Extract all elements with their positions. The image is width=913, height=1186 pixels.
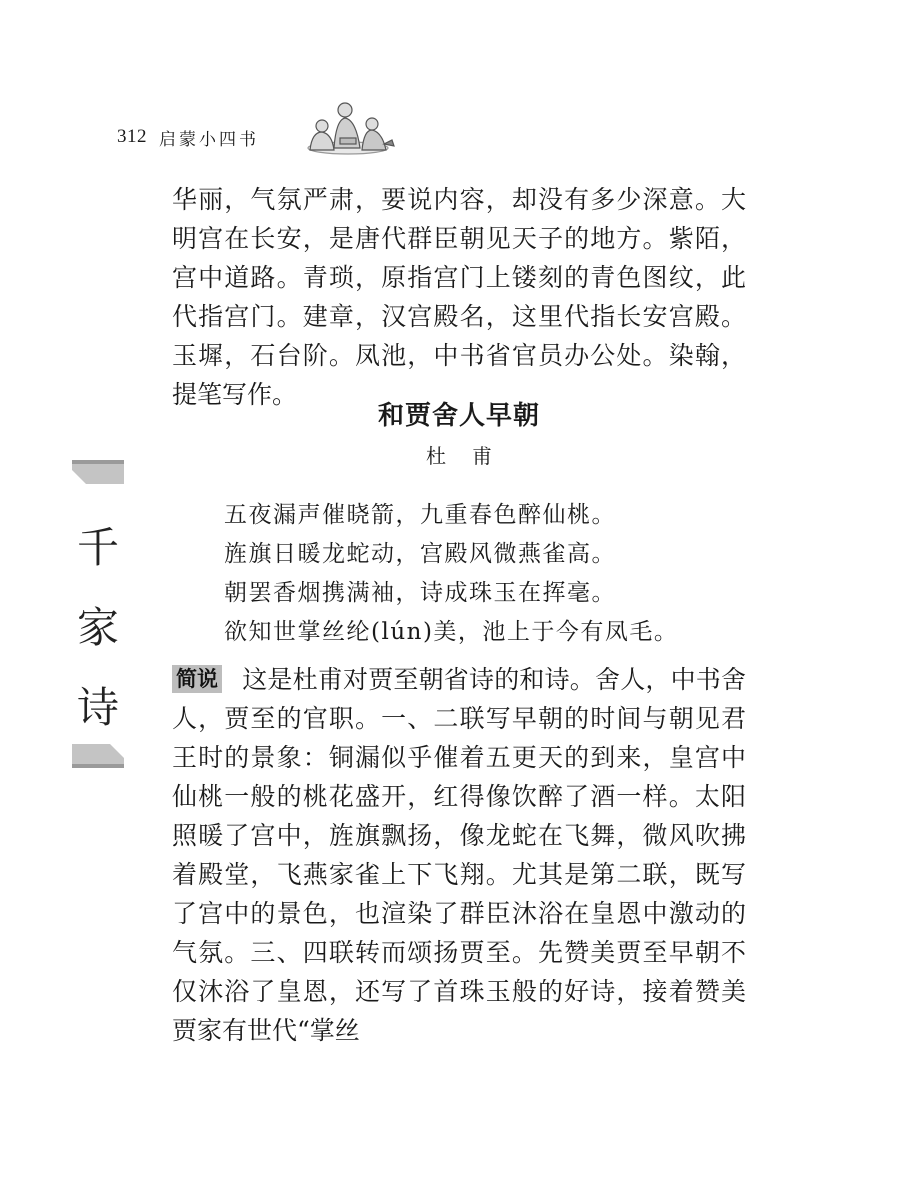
poem-title: 和贾舍人早朝 bbox=[377, 401, 540, 431]
side-tab-char: 千 bbox=[76, 523, 119, 572]
running-header bbox=[117, 122, 259, 152]
commentary-paragraph bbox=[172, 660, 746, 1050]
scholars-illustration-icon bbox=[300, 98, 396, 156]
commentary-text: 这是杜甫对贾至朝省诗的和诗。舍人，中书舍人，贾至的官职。一、二联写早朝的时间与朝见君王时的景象：铜漏似乎催着五更天的到来，皇宫中仙桃一般的桃花盛开，红得像饮醉了酒一样。太阳照暖了宫中，旌旗飘扬，像龙蛇在飞舞，微风吹拂着殿堂，飞燕家雀上下飞翔。尤其是第二联，既写了宫中的景色，也渲染了群臣沐浴在皇恩中激动的气氛。三、四联转而颂扬贾至。先赞美贾至早朝不仅沐浴了皇恩，还写了首珠玉般的好诗，接着赞美贾家有世代“掌丝 bbox=[172, 665, 746, 1045]
poem-line: 五夜漏声催晓箭，九重春色醉仙桃。 bbox=[224, 502, 616, 528]
section-side-tab bbox=[72, 460, 124, 770]
commentary-label: 简说 bbox=[172, 665, 222, 693]
side-tab-char: 诗 bbox=[76, 683, 119, 732]
poem-line: 欲知世掌丝纶(lún)美，池上于今有凤毛。 bbox=[224, 619, 679, 645]
poem-author: 杜甫 bbox=[426, 444, 518, 468]
poem-line: 旌旗日暖龙蛇动，宫殿风微燕雀高。 bbox=[224, 541, 616, 567]
commentary-body bbox=[172, 660, 746, 1050]
poem-line: 朝罢香烟携满袖，诗成珠玉在挥毫。 bbox=[224, 580, 616, 606]
poem-body bbox=[224, 496, 678, 652]
side-tab-title bbox=[72, 508, 124, 748]
tab-bracket-bottom-icon bbox=[72, 744, 124, 768]
page-number: 312 bbox=[117, 126, 147, 147]
intro-paragraph bbox=[172, 180, 746, 414]
tab-bracket-top-icon bbox=[72, 460, 124, 484]
book-title: 启蒙小四书 bbox=[159, 129, 259, 150]
intro-text: 华丽，气氛严肃，要说内容，却没有多少深意。大明宫在长安，是唐代群臣朝见天子的地方。紫陌，宫中道路。青琐，原指宫门上镂刻的青色图纹，此代指宫门。建章，汉宫殿名，这里代指长安宫殿。玉墀，石台阶。凤池，中书省官员办公处。染翰，提笔写作。 bbox=[172, 185, 746, 409]
side-tab-char: 家 bbox=[76, 603, 119, 652]
